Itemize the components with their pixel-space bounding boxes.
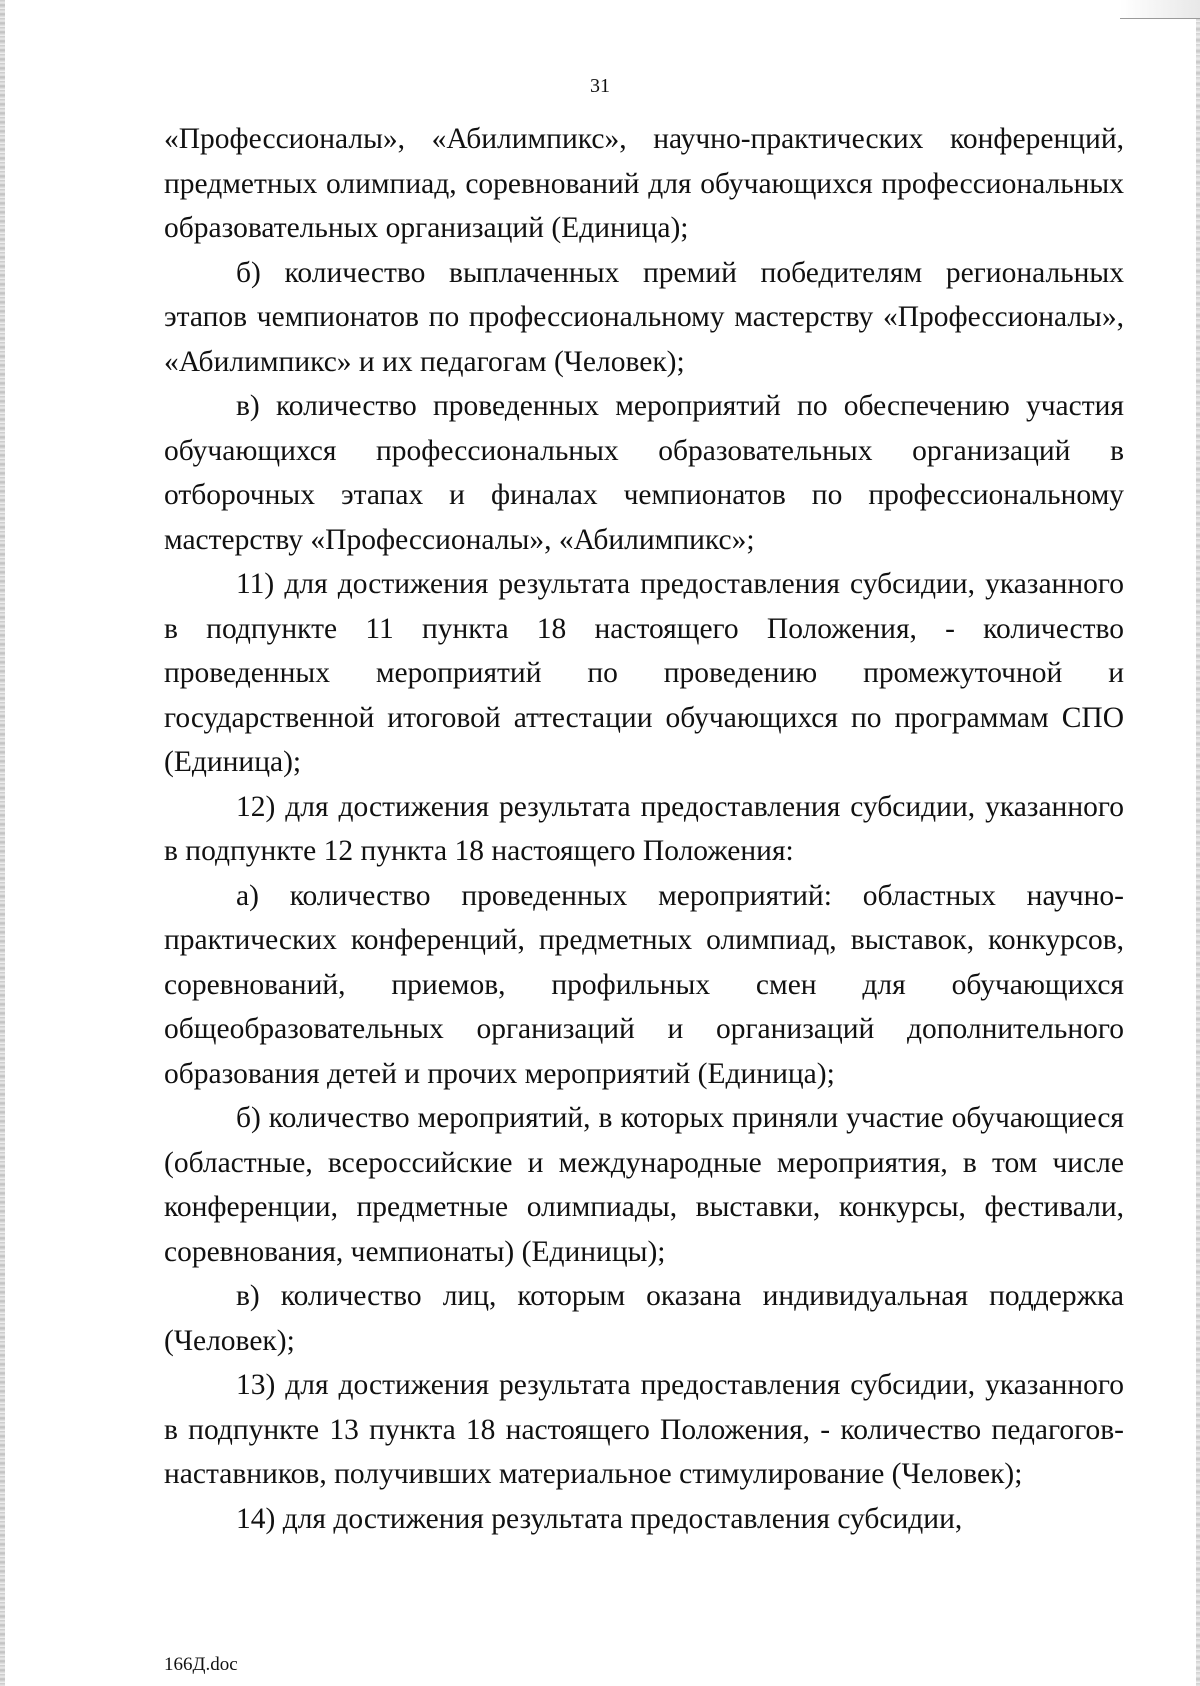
paragraph-continued: «Профессионалы», «Абилимпикс», научно-практических конференций, предметных олимпиад, соревнований для обучающихся профессиональных образовательных организаций (Единица); (164, 123, 1124, 244)
scan-corner-artifact (1120, 0, 1200, 19)
document-body (164, 117, 1124, 1541)
paragraph-b-participation: б) количество мероприятий, в которых приняли участие обучающиеся (областные, всероссийские и международные мероприятия, в том числе конференции, предметные олимпиады, выставки, конкурсы, фестивали, соревнования, чемпионаты) (Единицы); (164, 1102, 1124, 1268)
paragraph-v-individual-support: в) количество лиц, которым оказана индивидуальная поддержка (Человек); (164, 1280, 1124, 1357)
paragraph-item-13: 13) для достижения результата предоставления субсидии, указанного в подпункте 13 пункта 18 настоящего Положения, - количество педагогов-наставников, получивших материальное стимулирование (Человек); (164, 1369, 1124, 1490)
paragraph-v-events: в) количество проведенных мероприятий по обеспечению участия обучающихся профессиональных образовательных организаций в отборочных этапах и финалах чемпионатов по профессиональному мастерству «Профессионалы», «Абилимпикс»; (164, 390, 1124, 556)
paragraph-item-11: 11) для достижения результата предоставления субсидии, указанного в подпункте 11 пункта 18 настоящего Положения, - количество проведенных мероприятий по проведению промежуточной и государственной итоговой аттестации обучающихся по программам СПО (Единица); (164, 568, 1124, 778)
paragraph-b-awards: б) количество выплаченных премий победителям региональных этапов чемпионатов по профессиональному мастерству «Профессионалы», «Абилимпикс» и их педагогам (Человек); (164, 256, 1124, 378)
paragraph-item-12: 12) для достижения результата предоставления субсидии, указанного в подпункте 12 пункта 18 настоящего Положения: (164, 790, 1124, 867)
scan-edge-left (0, 0, 5, 1686)
scan-edge-right (1196, 0, 1200, 1686)
paragraph-a-regional-events: а) количество проведенных мероприятий: областных научно-практических конференций, предметных олимпиад, выставок, конкурсов, соревнований, приемов, профильных смен для обучающихся общеобразовательных организаций и организаций дополнительного образования детей и прочих мероприятий (Единица); (164, 879, 1124, 1090)
footer-filename: 166Д.doc (164, 1654, 238, 1675)
page-number: 31 (590, 75, 610, 97)
paragraph-item-14: 14) для достижения результата предоставления субсидии, (236, 1502, 963, 1535)
